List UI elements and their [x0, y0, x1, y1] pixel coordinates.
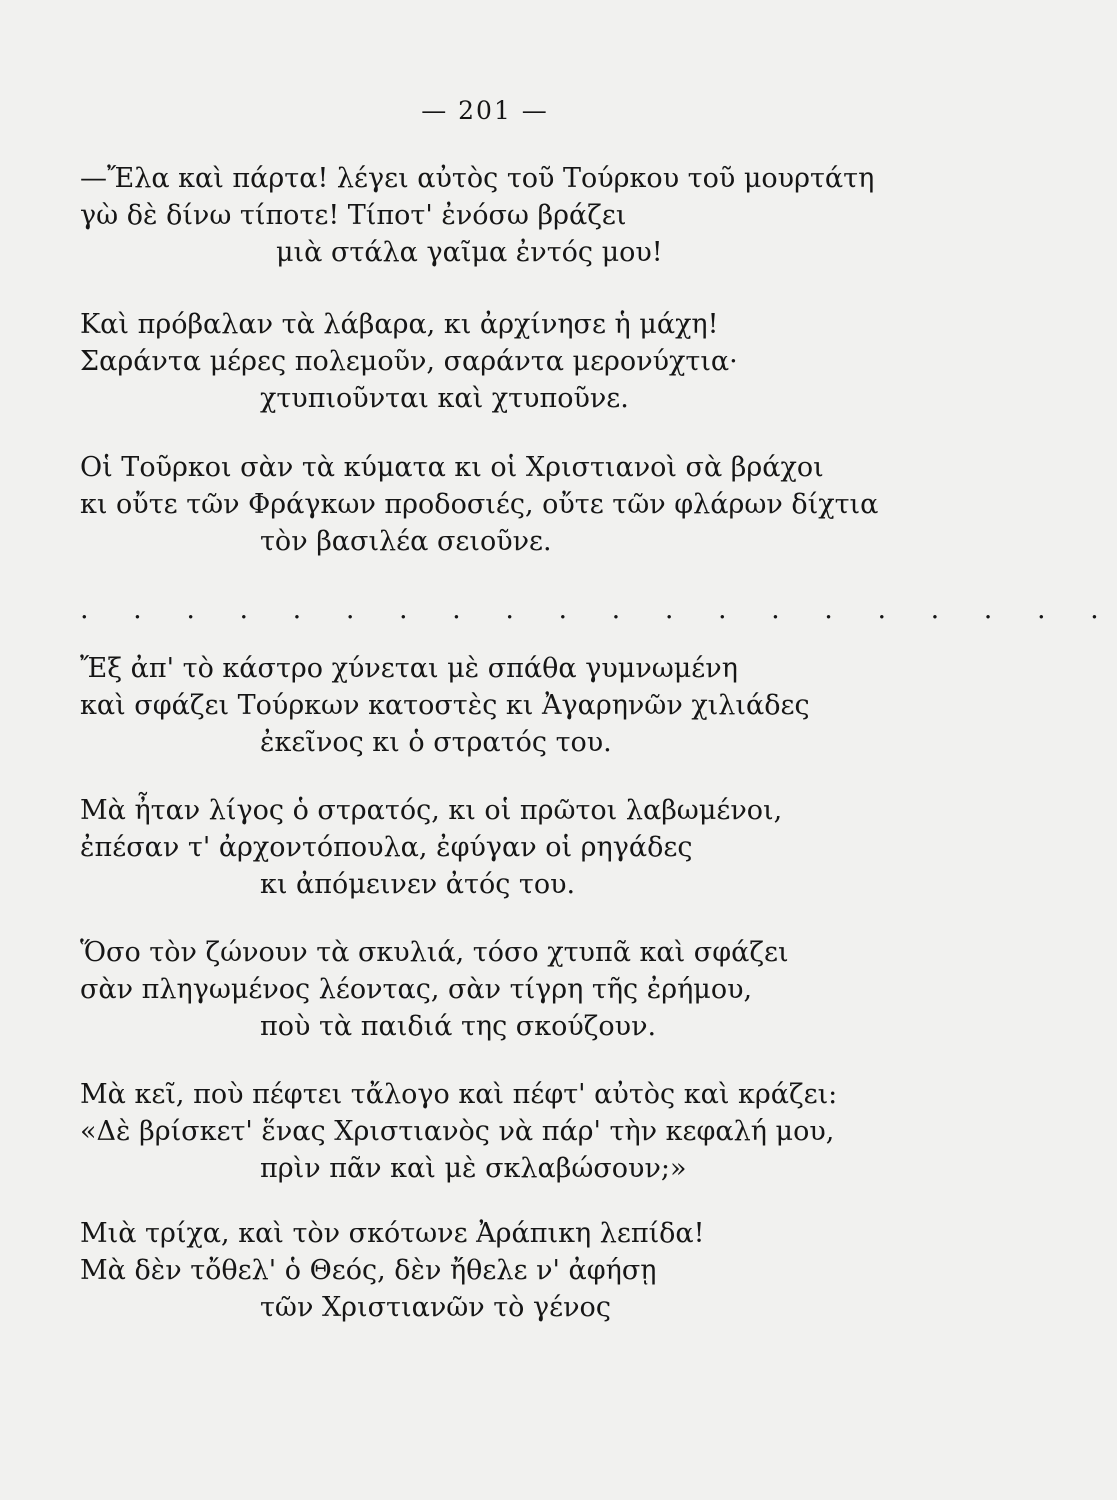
- verse-line: Μὰ κεῖ, ποὺ πέφτει τἄλογο καὶ πέφτ' αὐτὸς καὶ κράζει:: [80, 1079, 838, 1110]
- verse-line: ποὺ τὰ παιδιά της σκούζουν.: [260, 1011, 657, 1042]
- stanza-2: [80, 306, 900, 417]
- verse-line: Οἱ Τοῦρκοι σὰν τὰ κύματα κι οἱ Χριστιανοὶ σὰ βράχοι: [80, 452, 824, 483]
- verse-line: Ἔξ ἀπ' τὸ κάστρο χύνεται μὲ σπάθα γυμνωμένη: [80, 653, 738, 684]
- verse-line: κι οὔτε τῶν Φράγκων προδοσιές, οὔτε τῶν φλάρων δίχτια: [80, 489, 879, 520]
- verse-line: τὸν βασιλέα σειοῦνε.: [260, 526, 552, 557]
- stanza-4: [80, 650, 900, 761]
- stanza-3: [80, 449, 900, 560]
- verse-line: χτυπιοῦνται καὶ χτυποῦνε.: [260, 383, 629, 414]
- page-number: — 201 —: [421, 96, 549, 125]
- verse-line: πρὶν πᾶν καὶ μὲ σκλαβώσουν;»: [260, 1153, 687, 1184]
- stanza-6: [80, 934, 900, 1045]
- verse-line: Καὶ πρόβαλαν τὰ λάβαρα, κι ἀρχίνησε ἡ μάχη!: [80, 309, 719, 340]
- verse-line: Μὰ δὲν τὄθελ' ὁ Θεός, δὲν ἤθελε ν' ἀφήσῃ: [80, 1255, 657, 1286]
- verse-line: κι ἀπόμεινεν ἀτός του.: [260, 869, 576, 900]
- stanza-7: [80, 1076, 900, 1187]
- stanza-5: [80, 792, 900, 903]
- verse-line: τῶν Χριστιανῶν τὸ γένος: [260, 1292, 611, 1323]
- stanza-8: [80, 1215, 900, 1326]
- stanza-1: [80, 160, 900, 271]
- verse-line: Μιὰ τρίχα, καὶ τὸν σκότωνε Ἀράπικη λεπίδα!: [80, 1218, 705, 1249]
- verse-line: Σαράντα μέρες πολεμοῦν, σαράντα μερονύχτια·: [80, 346, 738, 377]
- verse-line: ἐπέσαν τ' ἀρχοντόπουλα, ἐφύγαν οἱ ρηγάδες: [80, 832, 693, 863]
- verse-line: Μὰ ἦταν λίγος ὁ στρατός, κι οἱ πρῶτοι λαβωμένοι,: [80, 795, 783, 826]
- ellipsis-separator: . . . . . . . . . . . . . . . . . . . .: [80, 594, 1117, 625]
- verse-line: Ὅσο τὸν ζώνουν τὰ σκυλιά, τόσο χτυπᾶ καὶ σφάζει: [80, 937, 789, 968]
- verse-line: ἐκεῖνος κι ὁ στρατός του.: [260, 727, 612, 758]
- verse-line: γὼ δὲ δίνω τίποτε! Τίποτ' ἐνόσω βράζει: [80, 200, 627, 231]
- verse-line: —Ἔλα καὶ πάρτα! λέγει αὐτὸς τοῦ Τούρκου τοῦ μουρτάτη: [80, 163, 875, 194]
- verse-line: σὰν πληγωμένος λέοντας, σὰν τίγρη τῆς ἐρήμου,: [80, 974, 753, 1005]
- verse-line: καὶ σφάζει Τούρκων κατοστὲς κι Ἀγαρηνῶν χιλιάδες: [80, 690, 810, 721]
- verse-line: μιὰ στάλα γαῖμα ἐντός μου!: [276, 237, 663, 268]
- verse-line: «Δὲ βρίσκετ' ἕνας Χριστιανὸς νὰ πάρ' τὴν κεφαλή μου,: [80, 1116, 835, 1147]
